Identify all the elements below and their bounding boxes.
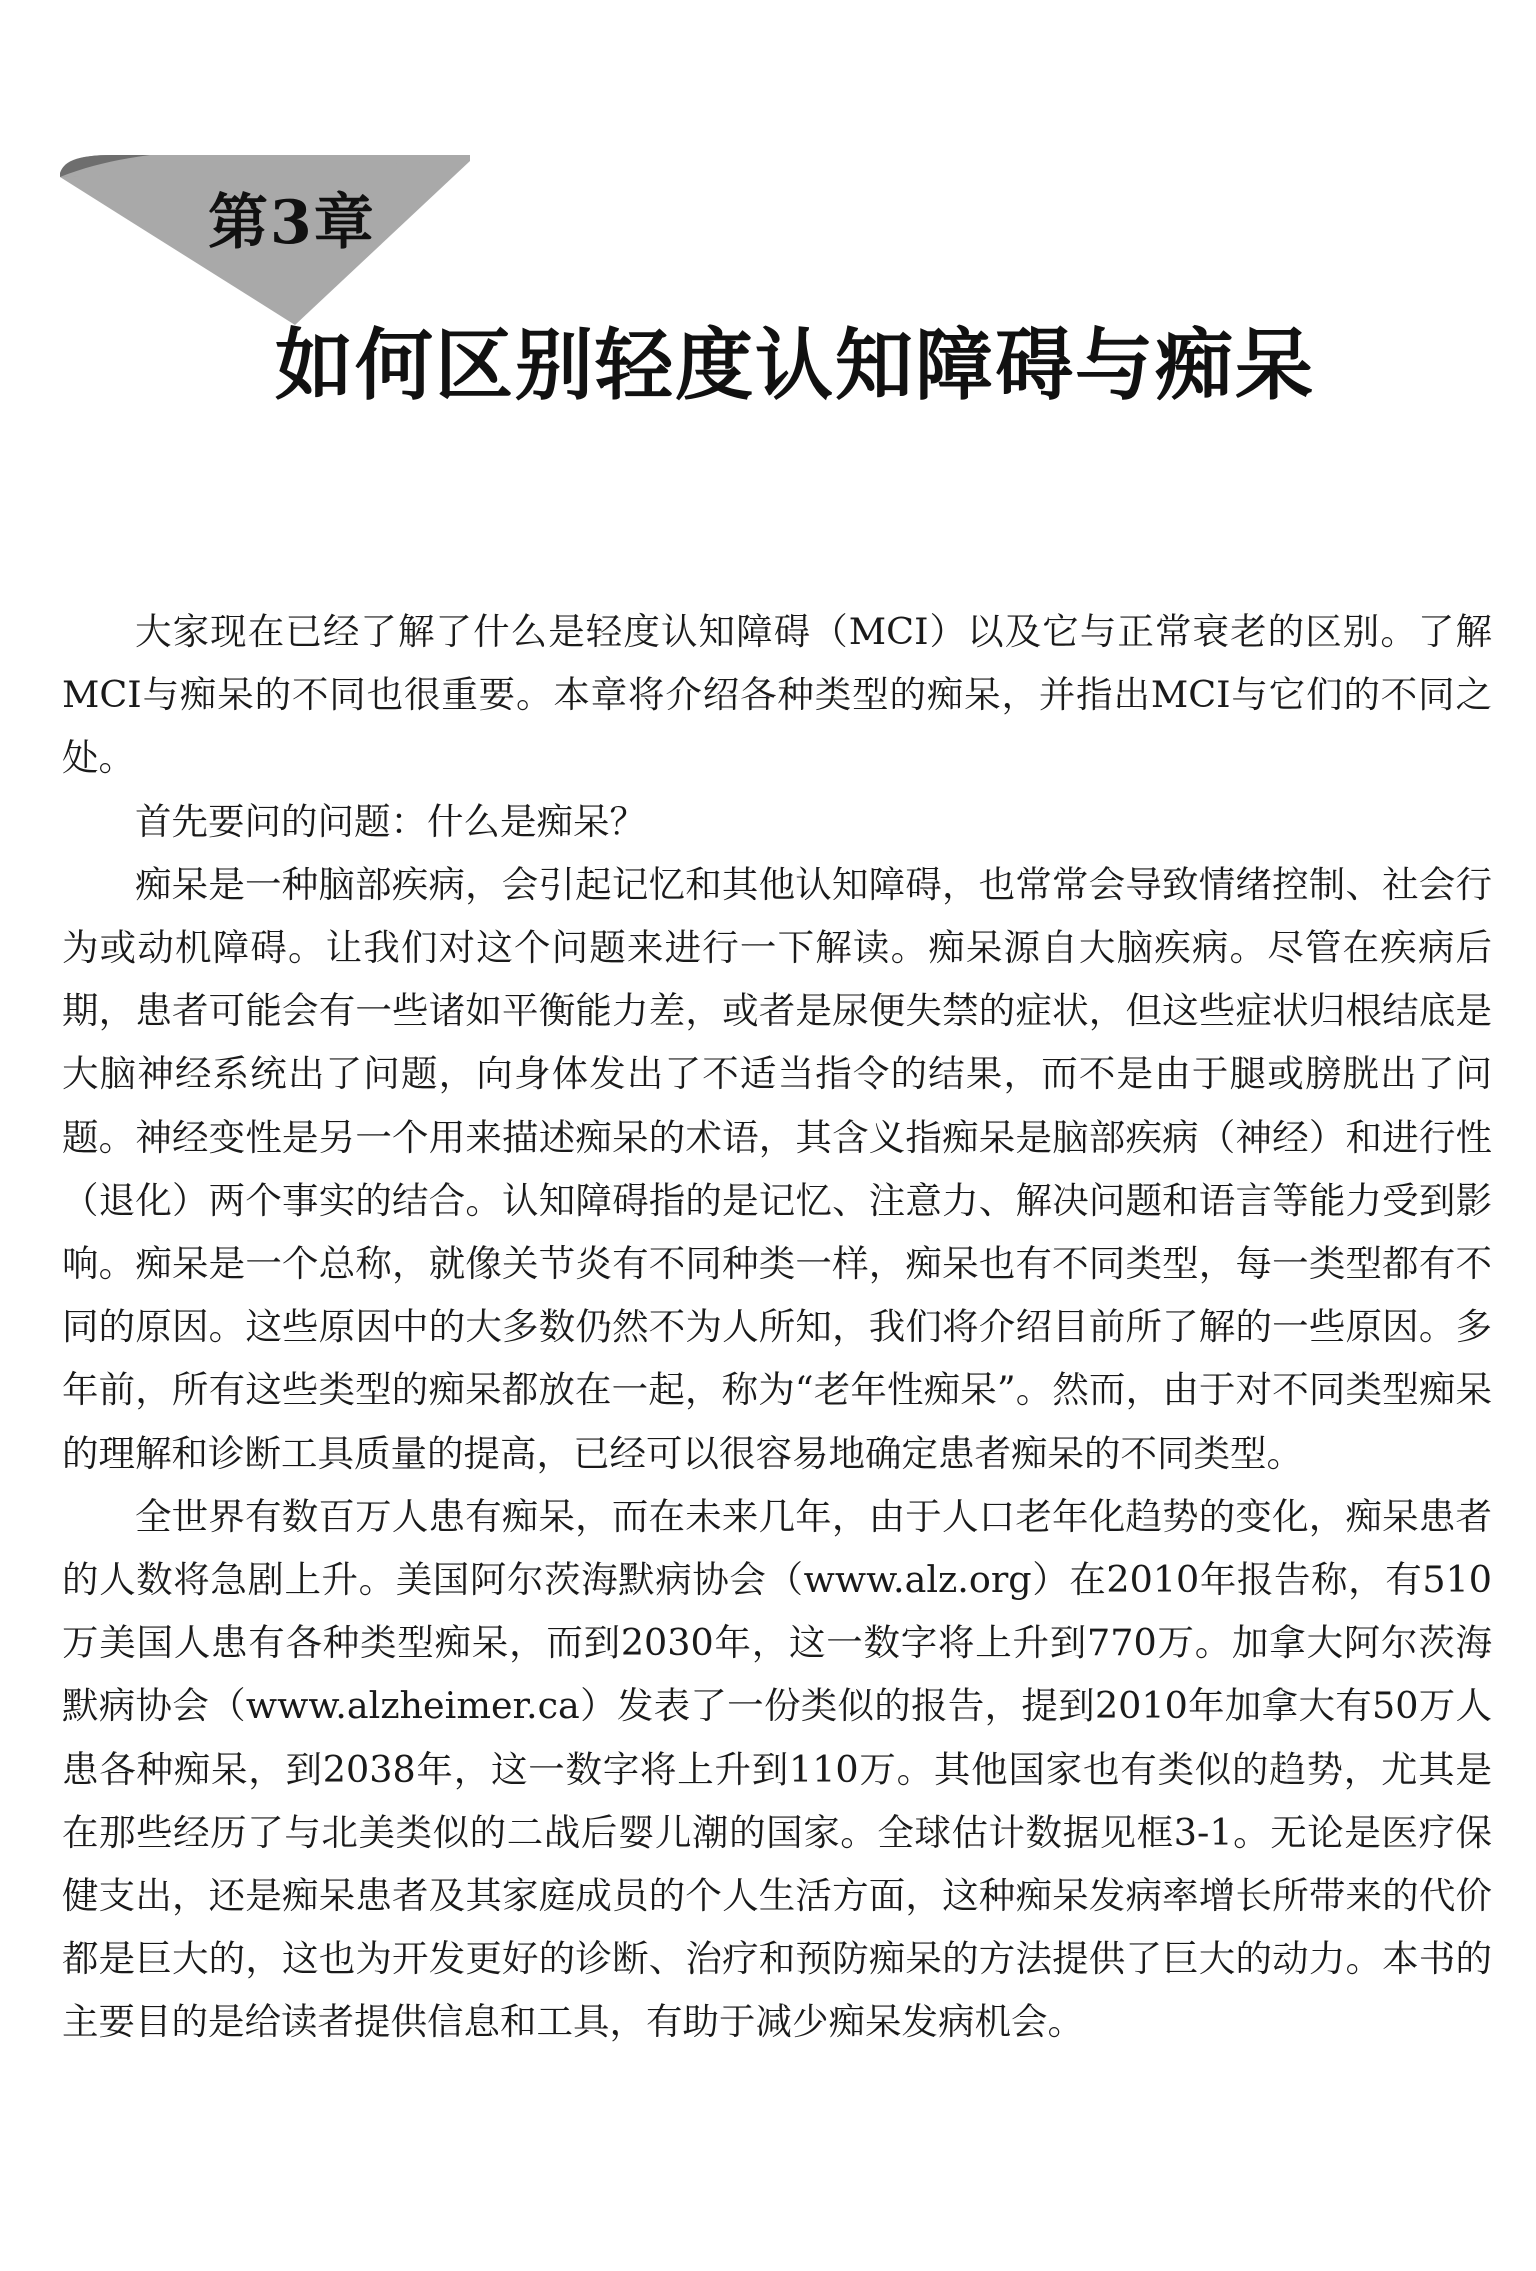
paragraph: 首先要问的问题：什么是痴呆？ xyxy=(135,799,646,843)
chapter-title: 如何区别轻度认知障碍与痴呆 xyxy=(275,320,1316,411)
paragraph: 大家现在已经了解了什么是轻度认知障碍（MCI）以及它与正常衰老的区别。了解MCI与痴呆的不同也很重要。本章将介绍各种类型的痴呆，并指出MCI与它们的不同之处。 xyxy=(62,610,1492,780)
paragraph: 全世界有数百万人患有痴呆，而在未来几年，由于人口老年化趋势的变化，痴呆患者的人数将急剧上升。美国阿尔茨海默病协会（www.alz.org）在2010年报告称，有510万美国人患有各种类型痴呆，而到2030年，这一数字将上升到770万。加拿大阿尔茨海默病协会（www.alzheimer.ca）发表了一份类似的报告，提到2010年加拿大有50万人患各种痴呆，到2038年，这一数字将上升到110万。其他国家也有类似的趋势，尤其是在那些经历了与北美类似的二战后婴儿潮的国家。全球估计数据见框3-1。无论是医疗保健支出，还是痴呆患者及其家庭成员的个人生活方面，这种痴呆发病率增长所带来的代价都是巨大的，这也为开发更好的诊断、治疗和预防痴呆的方法提供了巨大的动力。本书的主要目的是给读者提供信息和工具，有助于减少痴呆发病机会。 xyxy=(62,1494,1492,2044)
body-text xyxy=(62,600,1492,2054)
paragraph: 痴呆是一种脑部疾病，会引起记忆和其他认知障碍，也常常会导致情绪控制、社会行为或动机障碍。让我们对这个问题来进行一下解读。痴呆源自大脑疾病。尽管在疾病后期，患者可能会有一些诸如平衡能力差，或者是尿便失禁的症状，但这些症状归根结底是大脑神经系统出了问题，向身体发出了不适当指令的结果，而不是由于腿或膀胱出了问题。神经变性是另一个用来描述痴呆的术语，其含义指痴呆是脑部疾病（神经）和进行性（退化）两个事实的结合。认知障碍指的是记忆、注意力、解决问题和语言等能力受到影响。痴呆是一个总称，就像关节炎有不同种类一样，痴呆也有不同类型，每一类型都有不同的原因。这些原因中的大多数仍然不为人所知，我们将介绍目前所了解的一些原因。多年前，所有这些类型的痴呆都放在一起，称为“老年性痴呆”。然而，由于对不同类型痴呆的理解和诊断工具质量的提高，已经可以很容易地确定患者痴呆的不同类型。 xyxy=(62,862,1492,1475)
chapter-number: 第3章 xyxy=(208,188,376,258)
